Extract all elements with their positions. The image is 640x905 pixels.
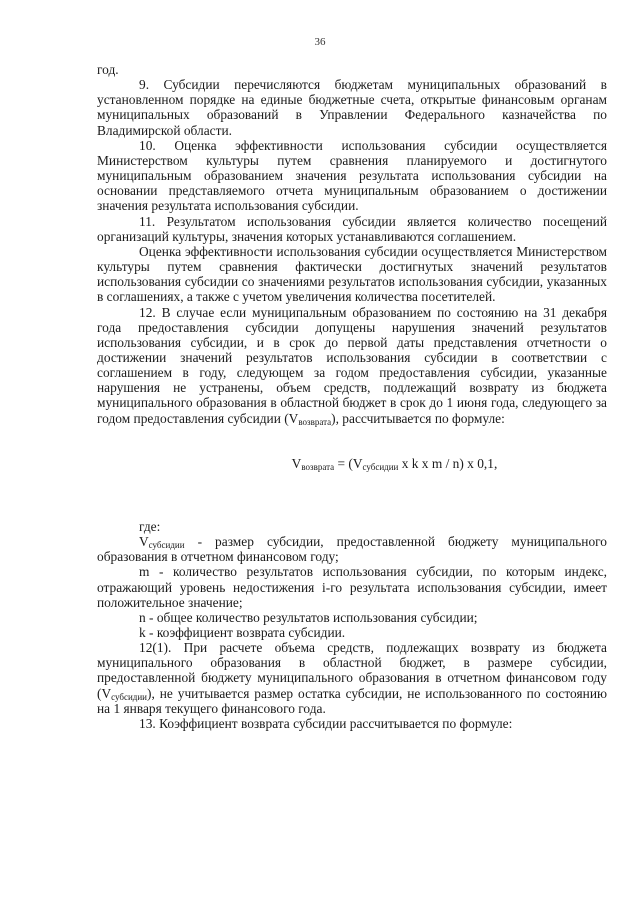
paragraph-12-1-end: ), не учитывается размер остатка субсидии, не использованного по состоянию на 1 января текущего финансового года. — [97, 685, 607, 716]
paragraph-12-1 — [97, 640, 607, 716]
document-body — [97, 62, 607, 731]
formula-rest: x k x m / n) x 0,1, — [398, 455, 498, 471]
paragraph-13: 13. Коэффициент возврата субсидии рассчитывается по формуле: — [139, 715, 513, 731]
formula-sub-return: возврата — [301, 461, 335, 472]
formula-eq: = (V — [334, 455, 363, 471]
paragraph-12-end: ), рассчитывается по формуле: — [331, 410, 505, 426]
definition-v-subscript: субсидии — [148, 540, 185, 551]
formula-v: V — [291, 455, 302, 471]
paragraph-continuation: год. — [97, 62, 119, 77]
paragraph-12 — [97, 305, 607, 426]
definition-k: k - коэффициент возврата субсидии. — [139, 625, 346, 640]
definition-v — [97, 534, 607, 564]
definition-m: m - количество результатов использования субсидии, по которым индекс, отражающий уровень недостижения i-го результата использования субсидии, имеет положительное значение; — [97, 564, 607, 610]
paragraph-12-1-subscript: субсидии — [111, 691, 147, 702]
paragraph-11-assessment: Оценка эффективности использования субсидии осуществляется Министерством культуры путем сравнения фактически достигнутых значений результатов использования субсидии со значениями результатов использования субсидии, указанных в соглашениях, а также с учетом увеличения количества посетителей. — [97, 243, 607, 305]
definition-v-text: - размер субсидии, предоставленной бюджету муниципального образования в отчетном финансовом году; — [97, 534, 607, 565]
page-number: 36 — [314, 36, 326, 48]
paragraph-12-text: 12. В случае если муниципальным образованием по состоянию на 31 декабря года предоставления субсидии допущены нарушения значений результатов использования субсидии, и в срок до первой даты представления отчетности о достижении значений результатов использования субсидии в соответствии с соглашением в году, следующем за годом предоставления субсидии, указанные нарушения не устранены, объем средств, подлежащий возврату из бюджета муниципального образования в областной бюджет в срок до 1 июня года, следующего за годом предоставления субсидии (V — [97, 304, 607, 426]
formula-sub-subsidy: субсидии — [362, 461, 399, 472]
definitions-where: где: — [139, 518, 161, 534]
paragraph-9: 9. Субсидии перечисляются бюджетам муниципальных образований в установленном порядке на единые бюджетные счета, открытые финансовым органам муниципальных образований в Управлении Федерального казначейства по Владимирской области. — [97, 77, 607, 138]
return-formula — [97, 456, 607, 471]
paragraph-11: 11. Результатом использования субсидии является количество посещений организаций культуры, значения которых устанавливаются соглашением. — [97, 213, 607, 244]
paragraph-12-1-start: 12(1). При расчете объема средств, подлежащих возврату из бюджета муниципального образования в областной бюджет, в размере субсидии, предоставленной бюджету муниципального образования в отчетном финансовом году (V — [97, 640, 607, 701]
paragraph-12-subscript: возврата — [298, 416, 332, 427]
definition-n: n - общее количество результатов использования субсидии; — [139, 609, 478, 625]
paragraph-10: 10. Оценка эффективности использования субсидии осуществляется Министерством культуры путем сравнения планируемого и достигнутого муниципальным образованием значения результата использования субсидии на основании представляемого отчета муниципальным образованием о достижении значения результата использования субсидии. — [97, 137, 607, 214]
definition-v-letter: V — [139, 534, 149, 550]
